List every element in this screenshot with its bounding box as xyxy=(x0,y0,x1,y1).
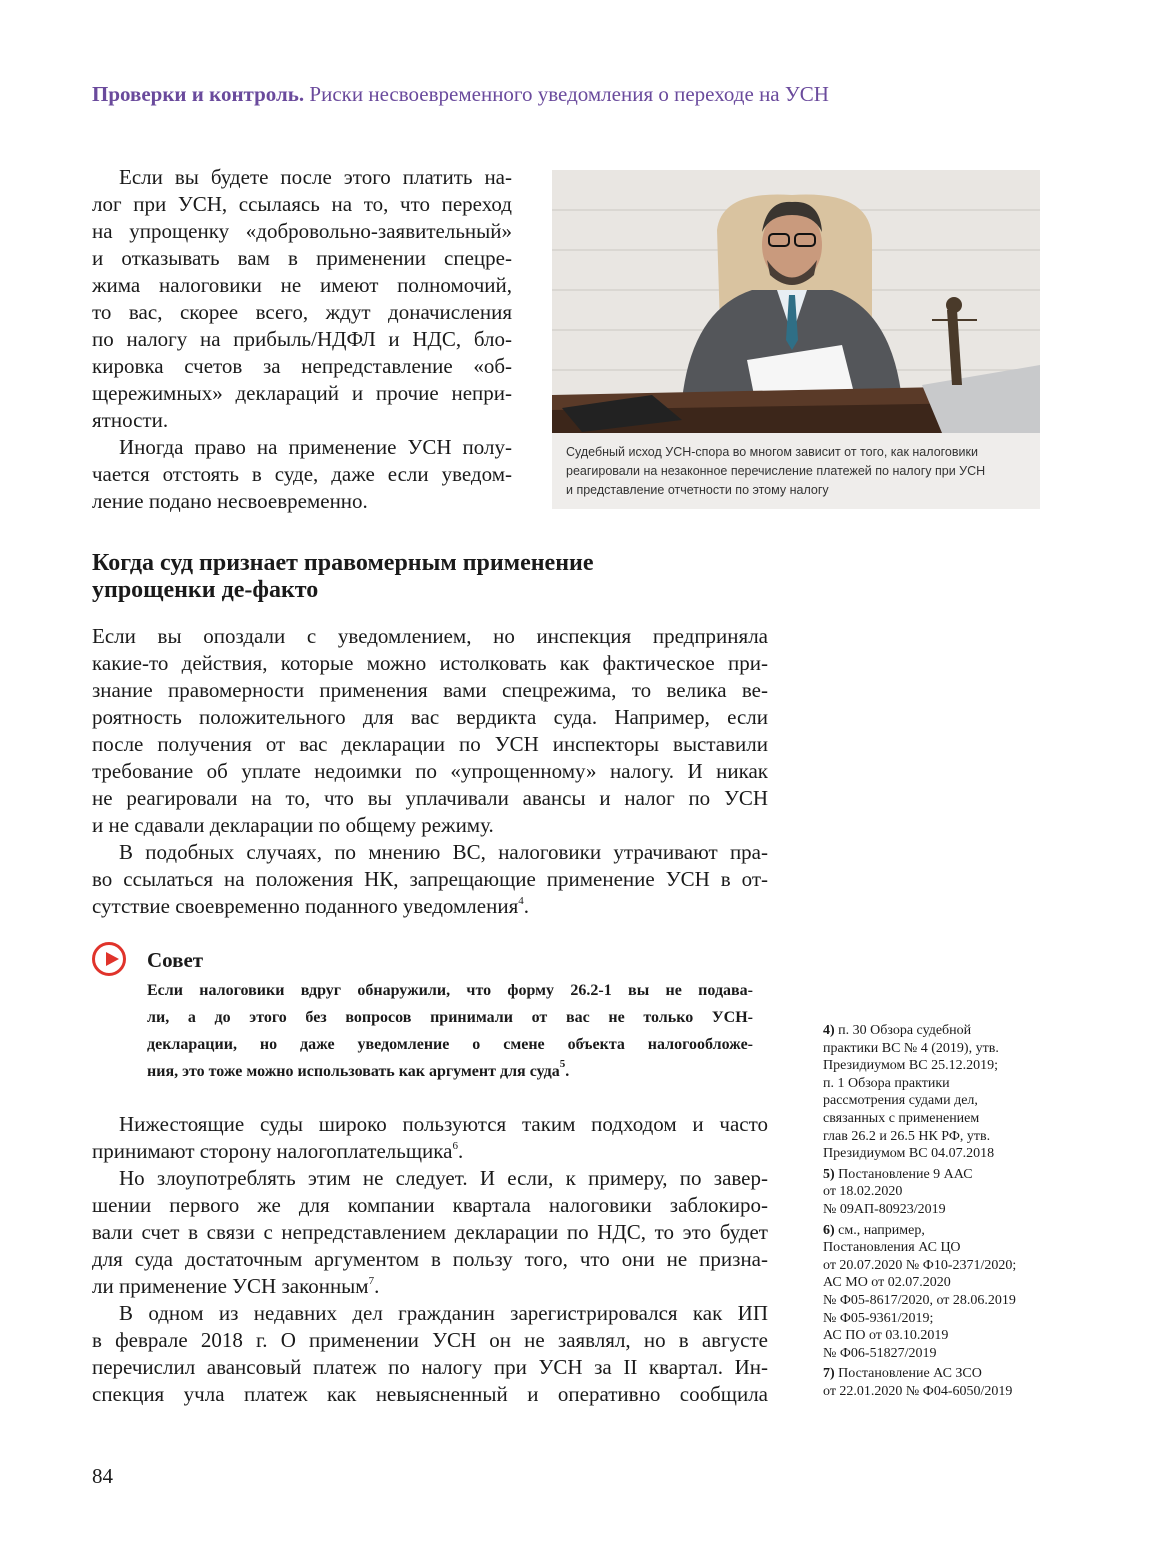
footnote-number: 7) xyxy=(823,1366,835,1382)
text-line xyxy=(147,1058,753,1085)
photo-caption xyxy=(552,433,1040,509)
page-number: 84 xyxy=(92,1464,113,1488)
footnote-line: № Ф05-8617/2020, от 28.06.2019 xyxy=(823,1292,1016,1308)
footnote-line: № Ф05-9361/2019; xyxy=(823,1310,934,1326)
text-line: ление подано несвоевременно. xyxy=(92,489,368,513)
footnote-ref: 4 xyxy=(518,895,524,907)
footnote-line: АС МО от 02.07.2020 xyxy=(823,1275,951,1291)
main-text xyxy=(92,623,768,920)
line-text: ли применение УСН законным xyxy=(92,1274,369,1298)
footnote-number: 6) xyxy=(823,1222,835,1238)
text-line: вали счет в связи с непредставлением декларации по НДС, то это будет xyxy=(92,1220,768,1244)
text-line: требование об уплате недоимки по «упрощенному» налогу. И никак xyxy=(92,759,768,783)
text-line: и отказывать вам в применении спецре- xyxy=(92,246,512,270)
footnote-line: № 09АП-80923/2019 xyxy=(823,1201,946,1217)
footnote-ref: 6 xyxy=(452,1140,458,1152)
footnote-line: практики ВС № 4 (2019), утв. xyxy=(823,1040,999,1056)
paragraph xyxy=(92,1300,768,1408)
footnote-line xyxy=(823,1166,1053,1184)
text-line: роятность положительного для вас вердикта суда. Например, если xyxy=(92,705,768,729)
footnote-line: п. 1 Обзора практики xyxy=(823,1075,950,1091)
text-line: декларации, но даже уведомление о смене объекта налогообложе- xyxy=(147,1036,753,1053)
footnote xyxy=(823,1365,1053,1400)
footnote xyxy=(823,1222,1053,1363)
paragraph xyxy=(92,623,768,839)
text-line: и не сдавали декларации по общему режиму. xyxy=(92,813,494,837)
footnote-line: Постановления АС ЦО xyxy=(823,1240,961,1256)
text-line: ли, а до этого без вопросов принимали от вас не только УСН- xyxy=(147,1009,753,1026)
text-line: лог при УСН, ссылаясь на то, что переход xyxy=(92,192,512,216)
heading-line: упрощенки де-факто xyxy=(92,577,319,603)
text-line: шении первого же для компании квартала налоговики заблокиро- xyxy=(92,1193,768,1217)
line-tail: . xyxy=(457,1139,464,1163)
section-heading xyxy=(92,550,594,604)
footnote-line xyxy=(823,1365,1053,1383)
tip-title: Совет xyxy=(147,948,204,972)
paragraph xyxy=(92,1111,768,1165)
text-line: жима налоговики не имеют полномочий, xyxy=(92,273,512,297)
footnote-line: Президиумом ВС 25.12.2019; xyxy=(823,1058,998,1074)
intro-text xyxy=(92,164,512,515)
play-icon xyxy=(92,942,126,976)
caption-line: Судебный исход УСН-спора во многом зависит от того, как налоговики xyxy=(566,445,978,459)
text-line: Но злоупотреблять этим не следует. И если, к примеру, по завер- xyxy=(119,1166,768,1190)
footnote-text: см., например, xyxy=(838,1222,925,1238)
text-line xyxy=(92,893,768,920)
text-line: на упрощенку «добровольно-заявительный» xyxy=(92,219,512,243)
footnote-text: Постановление 9 ААС xyxy=(838,1166,973,1182)
text-line: щережимных» деклараций и прочие непри- xyxy=(92,381,512,405)
paragraph xyxy=(92,839,768,920)
tip-text xyxy=(147,977,753,1085)
footnote-line xyxy=(823,1222,1053,1240)
text-line: В одном из недавних дел гражданин зарегистрировался как ИП xyxy=(119,1301,768,1325)
footnote-line: № Ф06-51827/2019 xyxy=(823,1345,937,1361)
text-line xyxy=(92,1273,768,1300)
text-line: не реагировали на то, что вы уплачивали авансы и налог по УСН xyxy=(92,786,768,810)
footnote-ref: 5 xyxy=(559,1058,566,1070)
text-line: кировка счетов за непредставление «об- xyxy=(92,354,512,378)
footnote-line: от 20.07.2020 № Ф10-2371/2020; xyxy=(823,1257,1017,1273)
running-header xyxy=(92,82,829,107)
text-line: для суда достаточным аргументом в пользу того, что они не призна- xyxy=(92,1247,768,1271)
section-name: Проверки и контроль. xyxy=(92,82,305,106)
paragraph xyxy=(92,164,512,434)
line-tail: . xyxy=(523,894,529,918)
footnote-line xyxy=(823,1022,1053,1040)
line-text: ния, это тоже можно использовать как аргумент для суда xyxy=(147,1063,560,1080)
footnote-number: 4) xyxy=(823,1023,835,1038)
footnote-text: Постановление АС ЗСО xyxy=(838,1366,982,1382)
text-line: знание правомерности применения вами спецрежима, то велика ве- xyxy=(92,678,768,702)
caption-line: реагировали на незаконное перечисление платежей по налогу при УСН xyxy=(566,464,986,478)
footnote-line: от 22.01.2020 № Ф04-6050/2019 xyxy=(823,1383,1013,1399)
continued-text xyxy=(92,1111,768,1408)
footnote-ref: 7 xyxy=(368,1275,375,1287)
footnote xyxy=(823,1166,1053,1219)
heading-line: Когда суд признает правомерным применение xyxy=(92,550,594,576)
text-line: спекция учла платеж как невыясненный и оперативно сообщила xyxy=(92,1382,768,1406)
text-line: Если вы будете после этого платить на- xyxy=(119,165,512,189)
text-line: перечислил авансовый платеж по налогу при УСН за II квартал. Ин- xyxy=(92,1355,768,1379)
photo-judge xyxy=(552,170,1040,433)
line-tail: . xyxy=(565,1063,570,1080)
footnote-line: Президиумом ВС 04.07.2018 xyxy=(823,1146,995,1162)
text-line: Нижестоящие суды широко пользуются таким подходом и часто xyxy=(119,1112,768,1136)
text-line: В подобных случаях, по мнению ВС, налоговики утрачивают пра- xyxy=(119,840,768,864)
text-line: Иногда право на применение УСН полу- xyxy=(119,435,512,459)
footnote-line: глав 26.2 и 26.5 НК РФ, утв. xyxy=(823,1128,991,1144)
text-line: Если налоговики вдруг обнаружили, что форму 26.2-1 вы не подава- xyxy=(147,982,753,999)
text-line: какие-то действия, которые можно истолковать как фактическое при- xyxy=(92,651,768,675)
footnote-line: АС ПО от 03.10.2019 xyxy=(823,1328,949,1344)
line-text: сутствие своевременно поданного уведомления xyxy=(92,894,519,918)
text-line: по налогу на прибыль/НДФЛ и НДС, бло- xyxy=(92,327,512,351)
footnote-number: 5) xyxy=(823,1166,835,1182)
text-line: в феврале 2018 г. О применении УСН он не заявлял, но в августе xyxy=(92,1328,768,1352)
judge-photo-image xyxy=(552,170,1040,433)
text-line: Если вы опоздали с уведомлением, но инспекция предприняла xyxy=(92,624,768,648)
line-text: принимают сторону налогоплательщика xyxy=(92,1139,453,1163)
header-title: Риски несвоевременного уведомления о переходе на УСН xyxy=(309,82,829,106)
footnotes xyxy=(823,1022,1053,1403)
line-tail: . xyxy=(374,1274,380,1298)
text-line: после получения от вас декларации по УСН инспекторы выставили xyxy=(92,732,768,756)
paragraph xyxy=(92,1165,768,1300)
text-line: то вас, скорее всего, ждут доначисления xyxy=(92,300,512,324)
text-line: ятности. xyxy=(92,408,169,432)
footnote xyxy=(823,1022,1053,1163)
text-line: во ссылаться на положения НК, запрещающие применение УСН в от- xyxy=(92,867,768,891)
caption-line: и представление отчетности по этому налогу xyxy=(566,483,829,497)
footnote-text: п. 30 Обзора судебной xyxy=(838,1023,972,1038)
text-line xyxy=(92,1138,768,1165)
footnote-line: от 18.02.2020 xyxy=(823,1184,903,1200)
footnote-line: связанных с применением xyxy=(823,1110,980,1126)
text-line: чается отстоять в суде, даже если уведом- xyxy=(92,462,512,486)
paragraph xyxy=(92,434,512,515)
footnote-line: рассмотрения судами дел, xyxy=(823,1093,978,1109)
